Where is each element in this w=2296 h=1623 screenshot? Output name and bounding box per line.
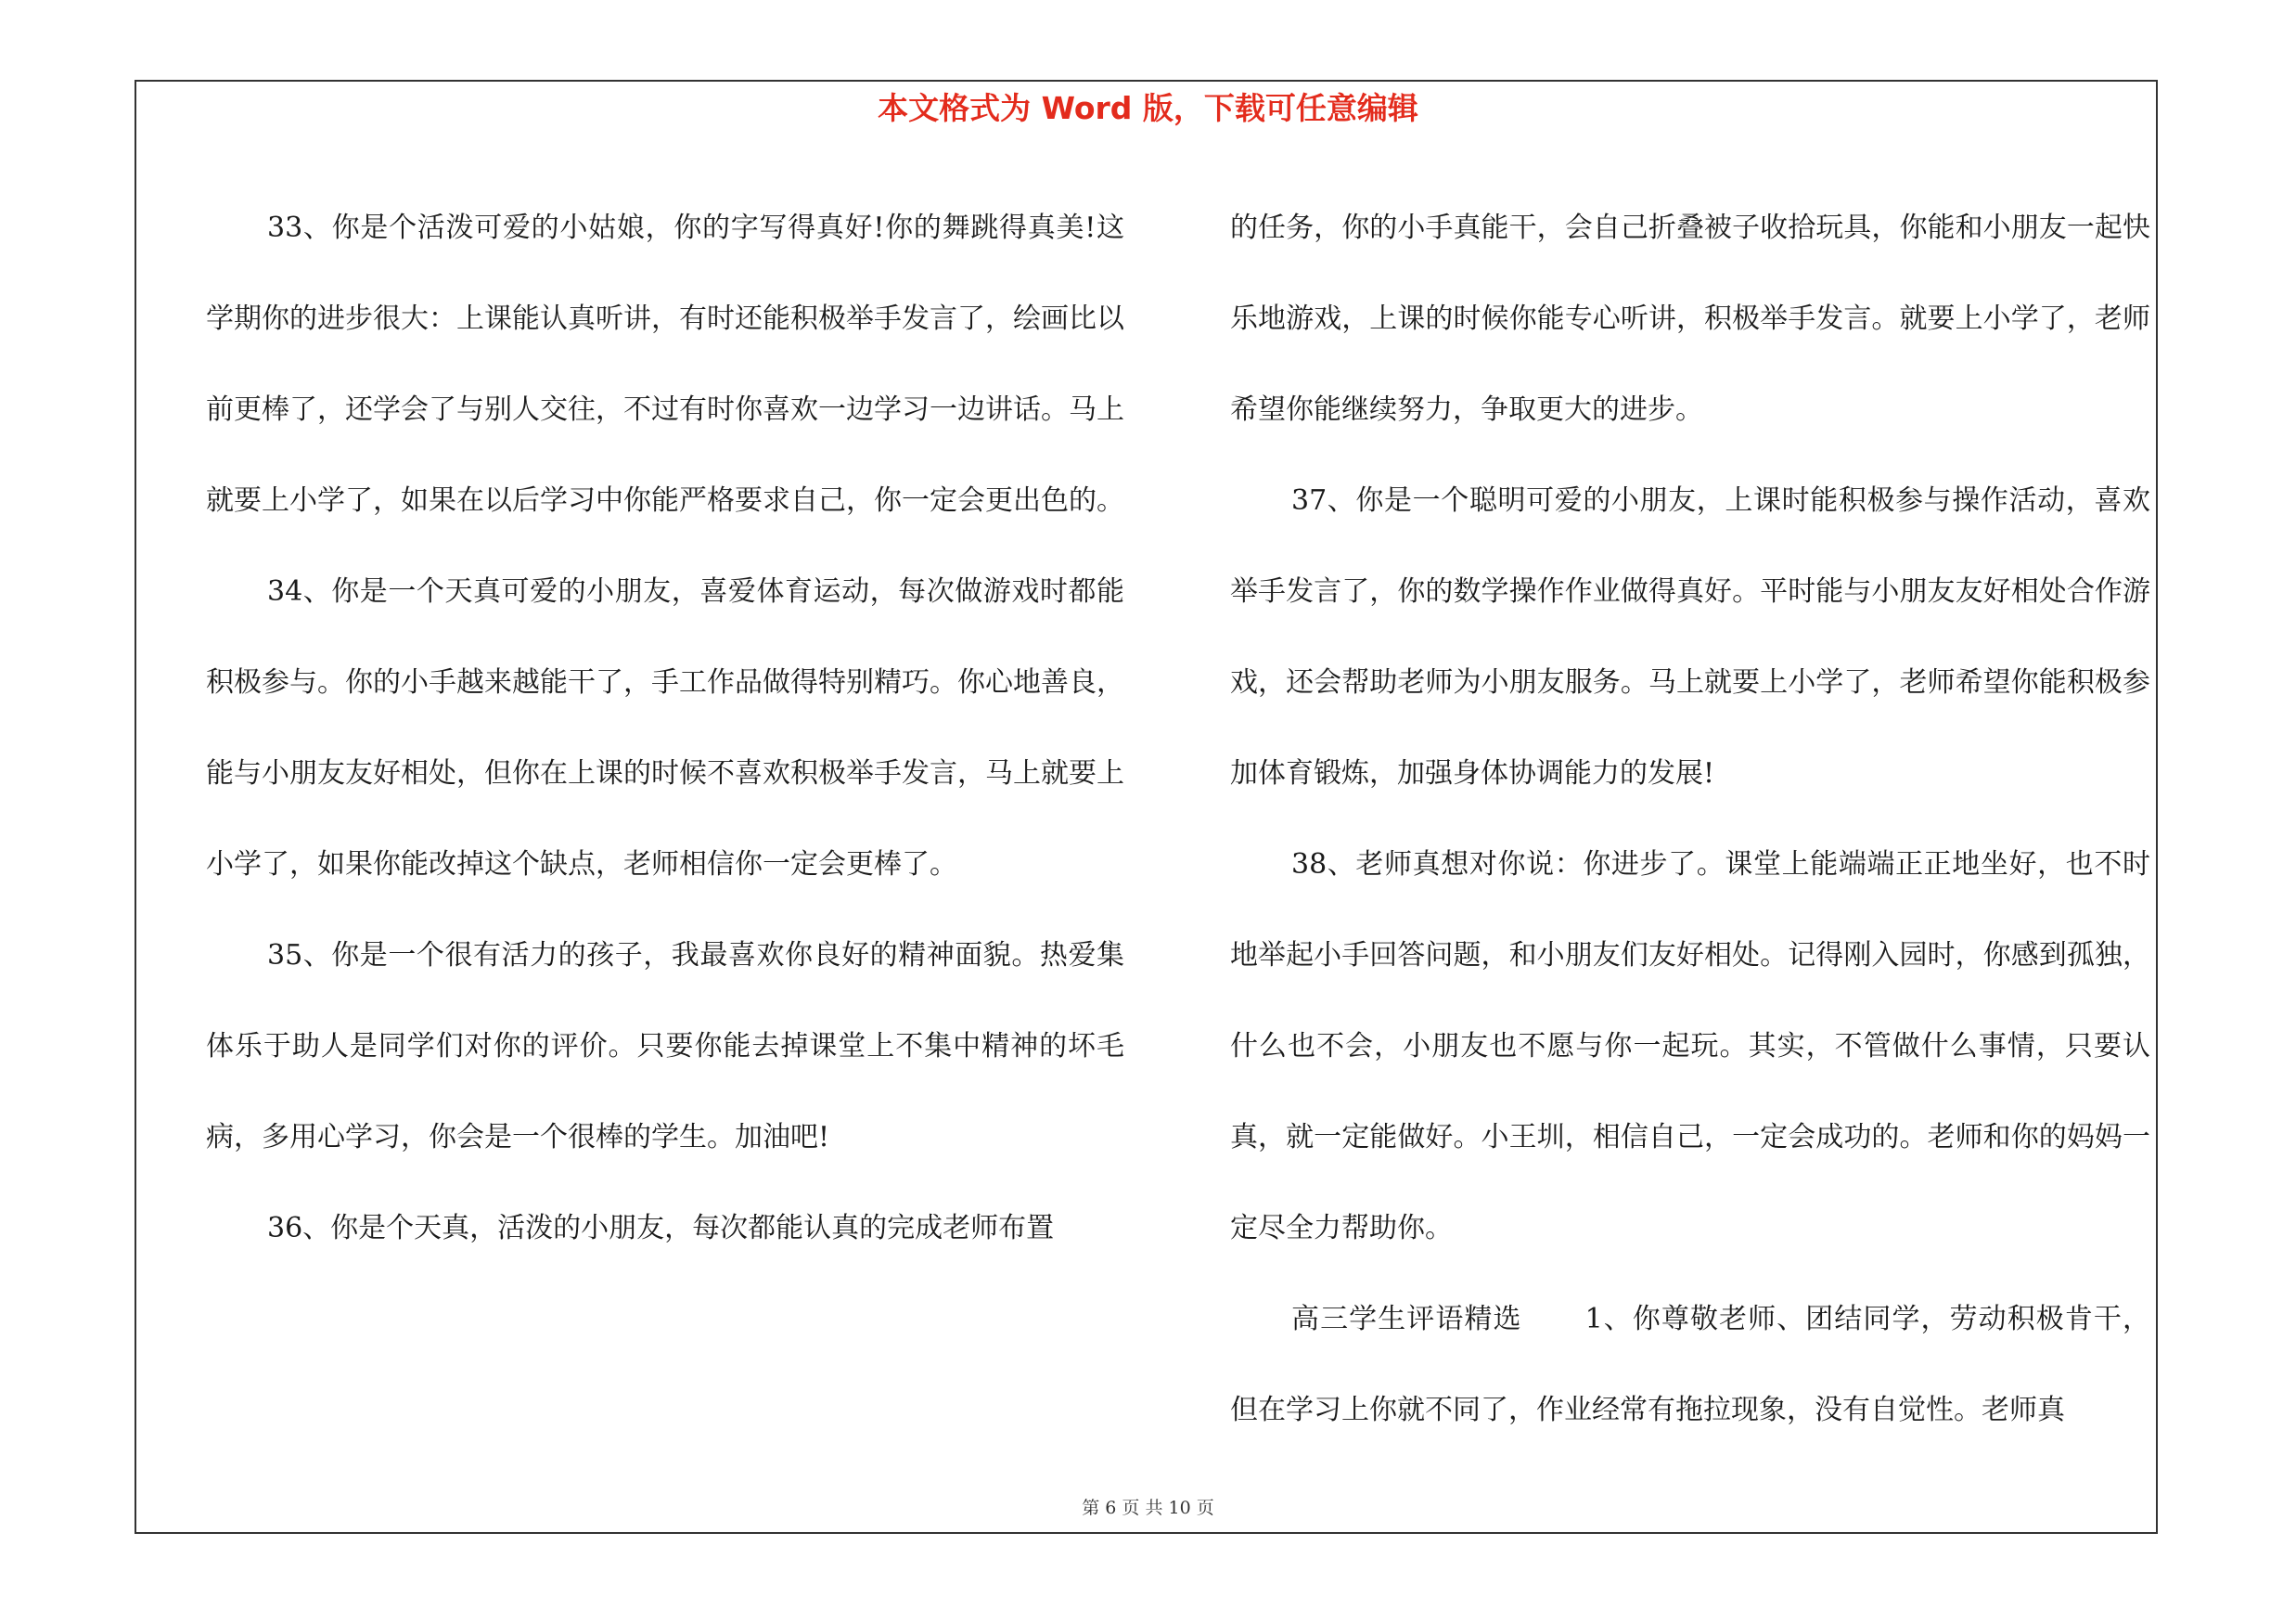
comment-34: 34、你是一个天真可爱的小朋友，喜爱体育运动，每次做游戏时都能积极参与。你的小手越来越能干了，手工作品做得特别精巧。你心地善良，能与小朋友友好相处，但你在上课的时候不喜欢积极举手发言，马上就要上小学了，如果你能改掉这个缺点，老师相信你一定会更棒了。 — [206, 575, 1124, 881]
comment-37: 37、你是一个聪明可爱的小朋友，上课时能积极参与操作活动，喜欢举手发言了，你的数学操作作业做得真好。平时能与小朋友友好相处合作游戏，还会帮助老师为小朋友服务。马上就要上小学了，老师希望你能积极参加体育锻炼，加强身体协调能力的发展! — [1230, 484, 2150, 790]
left-column — [206, 183, 1124, 1274]
comment-33: 33、你是个活泼可爱的小姑娘，你的字写得真好!你的舞跳得真美!这学期你的进步很大：上课能认真听讲，有时还能积极举手发言了，绘画比以前更棒了，还学会了与别人交往，不过有时你喜欢一边学习一边讲话。马上就要上小学了，如果在以后学习中你能严格要求自己，你一定会更出色的。 — [206, 212, 1124, 517]
comment-36-continued: 的任务，你的小手真能干，会自己折叠被子收拾玩具，你能和小朋友一起快乐地游戏，上课的时候你能专心听讲，积极举手发言。就要上小学了，老师希望你能继续努力，争取更大的进步。 — [1230, 212, 2150, 426]
section-title: 高三学生评语精选 — [1291, 1303, 1522, 1335]
right-column — [1230, 183, 2150, 1456]
comment-35: 35、你是一个很有活力的孩子，我最喜欢你良好的精神面貌。热爱集体乐于助人是同学们对你的评价。只要你能去掉课堂上不集中精神的坏毛病，多用心学习，你会是一个很棒的学生。加油吧! — [206, 939, 1124, 1153]
page-number: 第 6 页 共 10 页 — [1082, 1498, 1214, 1518]
comment-38: 38、老师真想对你说：你进步了。课堂上能端端正正地坐好，也不时地举起小手回答问题，和小朋友们友好相处。记得刚入园时，你感到孤独，什么也不会，小朋友也不愿与你一起玩。其实，不管做什么事情，只要认真，就一定能做好。小王圳，相信自己，一定会成功的。老师和你的妈妈一定尽全力帮助你。 — [1230, 848, 2150, 1244]
format-banner: 本文格式为 Word 版，下载可任意编辑 — [878, 90, 1418, 126]
comment-36-start: 36、你是个天真，活泼的小朋友，每次都能认真的完成老师布置 — [267, 1212, 1055, 1244]
comment-s1: 1、你尊敬老师、团结同学，劳动积极肯干，但在学习上你就不同了，作业经常有拖拉现象，没有自觉性。老师真 — [1230, 1303, 2151, 1426]
section-block — [1230, 1274, 2150, 1456]
